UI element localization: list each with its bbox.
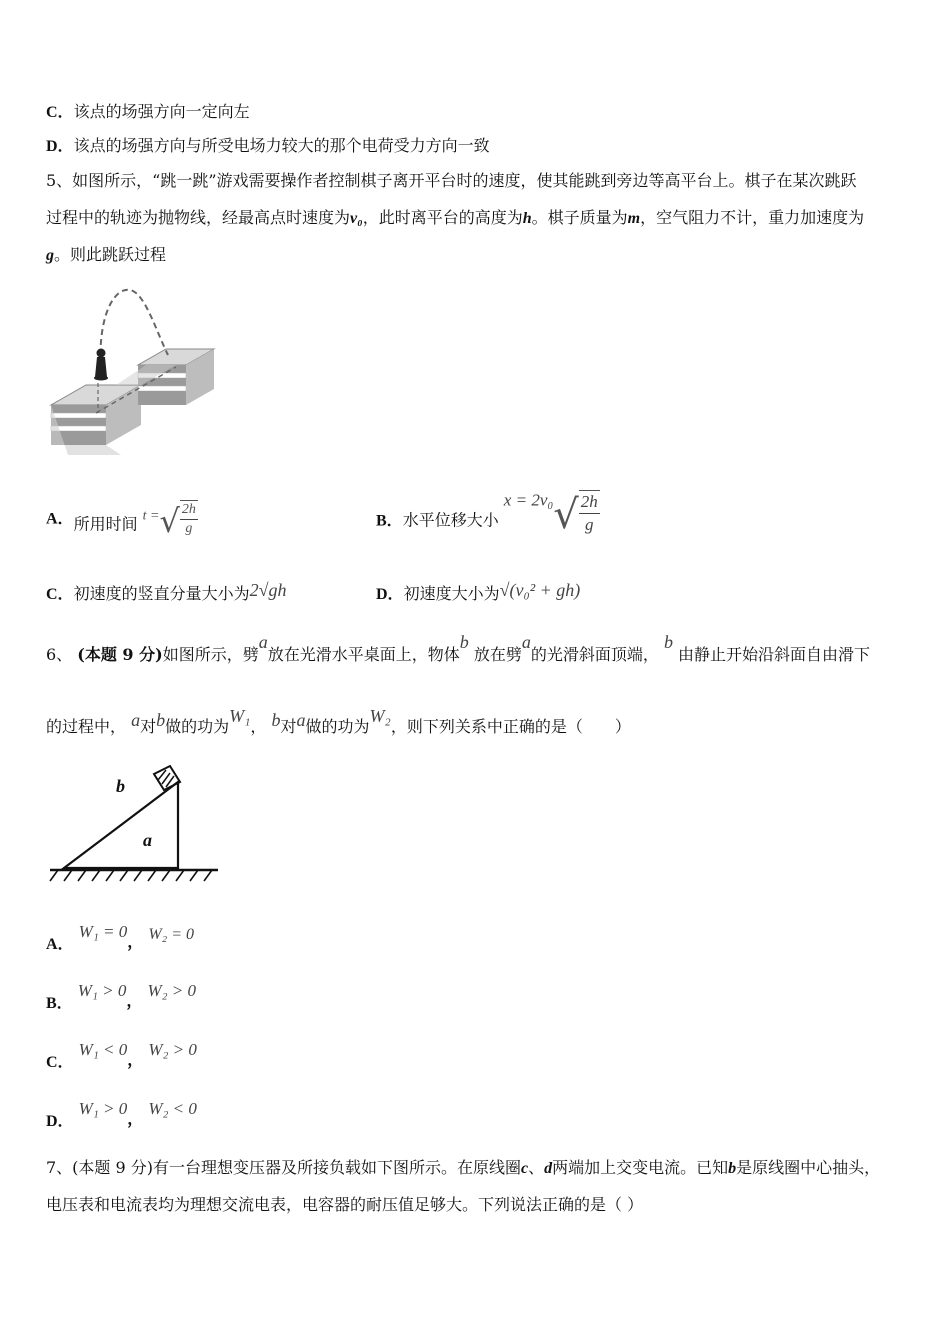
- option-letter: A．: [46, 936, 74, 953]
- q5-stem-line1: [46, 171, 857, 191]
- q5-text: ，空气阻力不计，重力加速度为: [640, 208, 865, 227]
- option-text: 水平位移大小: [402, 510, 499, 530]
- comma: ，: [127, 1050, 144, 1069]
- q6-text: 由静止开始沿斜面自由滑下: [678, 645, 871, 664]
- q6-option-d: [46, 1099, 197, 1131]
- option-letter: B．: [46, 995, 73, 1012]
- q6-stem-line2: [46, 706, 631, 737]
- q7-stem-line1: [46, 1158, 880, 1179]
- comma: ，: [127, 932, 144, 951]
- frac-num: 2h: [180, 501, 198, 520]
- frac-den: g: [585, 515, 594, 534]
- q6-text: 对: [280, 717, 297, 736]
- math-lhs: t =: [142, 508, 160, 524]
- option-letter: C．: [46, 104, 74, 121]
- q7-var-b: b: [728, 1160, 737, 1177]
- q6-var-a: a: [258, 632, 268, 652]
- q7-text: 电压表和电流表均为理想交流电表，电容器的耐压值足够大。下列说法正确的是（ ）: [46, 1195, 644, 1214]
- q5-var-v0: v₀: [350, 210, 363, 227]
- option-text: 该点的场强方向一定向左: [73, 102, 250, 121]
- q5-text: 。棋子质量为: [531, 208, 628, 227]
- q6-option-b: [46, 981, 196, 1013]
- frac-num: 2h: [579, 491, 600, 514]
- option-letter: D．: [376, 586, 404, 603]
- q6-var-a: a: [296, 710, 306, 730]
- option-letter: C．: [46, 586, 74, 603]
- option-w1: W₁ = 0: [78, 922, 128, 941]
- q6-text: 的光滑斜面顶端，: [530, 645, 659, 664]
- q6-option-c: [46, 1040, 197, 1072]
- q6-text: 做的功为: [165, 717, 230, 736]
- option-text: 初速度大小为: [403, 584, 500, 603]
- q6-text: 如图所示，劈: [162, 645, 259, 664]
- q6-text: 对: [140, 717, 157, 736]
- ground-hatch: [50, 870, 212, 881]
- option-w2: W₂ > 0: [147, 981, 196, 1000]
- math-expr: √(v₀² + gh): [499, 580, 581, 600]
- q6-stem-line1: [46, 632, 870, 665]
- q7-text: 7、(本题 9 分)有一台理想变压器及所接负载如下图所示。在原线圈: [46, 1158, 522, 1177]
- q5-option-b: [376, 490, 600, 538]
- block-b: [154, 766, 180, 790]
- math-expr: 2√gh: [249, 580, 287, 600]
- q6-var-a: a: [521, 632, 531, 652]
- option-letter: A．: [46, 510, 74, 528]
- option-w1: W₁ > 0: [77, 981, 127, 1000]
- q7-stem-line2: [46, 1195, 643, 1215]
- q6-var-w1: W₁: [229, 706, 251, 726]
- option-w2: W₂ = 0: [148, 926, 194, 943]
- q5-text: 过程中的轨迹为抛物线，经最高点时速度为: [46, 208, 351, 227]
- q5-text: 。则此跳跃过程: [54, 245, 167, 264]
- q6-text: 放在光滑水平桌面上，物体: [267, 645, 460, 664]
- q6-text: ，则下列关系中正确的是（ ）: [390, 717, 631, 736]
- q5-stem-line2: [46, 208, 864, 229]
- option-letter: C．: [46, 1054, 74, 1071]
- q5-text: 5、如图所示，“跳一跳”游戏需要操作者控制棋子离开平台时的速度，使其能跳到旁边等高平台上。棋子在某次跳跃: [46, 171, 857, 190]
- q7-var-c: c: [521, 1160, 529, 1177]
- option-w1: W₁ > 0: [78, 1099, 128, 1118]
- q6-option-a: [46, 922, 194, 954]
- q5-var-m: m: [627, 210, 641, 227]
- math-lhs: x = 2v₀: [503, 490, 554, 510]
- option-text: 所用时间: [73, 514, 138, 534]
- q6-var-b: b: [156, 710, 166, 730]
- option-letter: D．: [46, 1113, 74, 1130]
- jump-game-figure: [46, 285, 221, 460]
- q5-var-h: h: [522, 210, 532, 227]
- q7-var-d: d: [544, 1160, 553, 1177]
- frac: [180, 500, 198, 538]
- q6-score: (本题 9 分): [77, 645, 163, 664]
- q6-text: ，: [250, 717, 267, 736]
- option-w2: W₂ < 0: [148, 1099, 197, 1118]
- q5-stem-line3: [46, 245, 166, 266]
- q5-text: ，此时离平台的高度为: [362, 208, 523, 227]
- q6-var-b: b: [271, 710, 281, 730]
- option-letter: B．: [376, 512, 403, 530]
- q5-option-c: [46, 580, 286, 604]
- q5-option-a: [46, 500, 198, 540]
- wedge-figure: [46, 760, 221, 885]
- q7-text: 、: [528, 1158, 545, 1177]
- q6-text: 做的功为: [305, 717, 370, 736]
- q7-text: 两端加上交变电流。已知: [552, 1158, 729, 1177]
- label-b: b: [116, 776, 125, 796]
- sqrt-icon: √: [553, 491, 579, 538]
- option-w2: W₂ > 0: [148, 1040, 197, 1059]
- q6-number: 6、: [46, 645, 73, 664]
- frac-den: g: [185, 521, 193, 536]
- option-text: 该点的场强方向与所受电场力较大的那个电荷受力方向一致: [73, 136, 490, 155]
- option-letter: D．: [46, 138, 74, 155]
- comma: ，: [127, 1109, 144, 1128]
- q4-option-c: [46, 102, 250, 123]
- q6-text: 放在劈: [473, 645, 522, 664]
- q6-text: 的过程中，: [46, 717, 127, 736]
- sqrt-icon: √: [159, 501, 180, 540]
- q5-option-d: [376, 580, 580, 604]
- q6-var-b: b: [663, 632, 673, 652]
- q6-var-b: b: [459, 632, 469, 652]
- option-text: 初速度的竖直分量大小为: [73, 584, 250, 603]
- q6-var-a: a: [131, 710, 141, 730]
- label-a: a: [143, 830, 152, 850]
- comma: ，: [126, 991, 143, 1010]
- chess-piece-icon: [94, 349, 108, 381]
- q7-text: 是原线圈中心抽头，: [736, 1158, 881, 1177]
- frac: [579, 490, 600, 536]
- q5-var-g: g: [46, 247, 54, 264]
- q6-var-w2: W₂: [369, 706, 391, 726]
- q4-option-d: [46, 136, 490, 157]
- option-w1: W₁ < 0: [78, 1040, 128, 1059]
